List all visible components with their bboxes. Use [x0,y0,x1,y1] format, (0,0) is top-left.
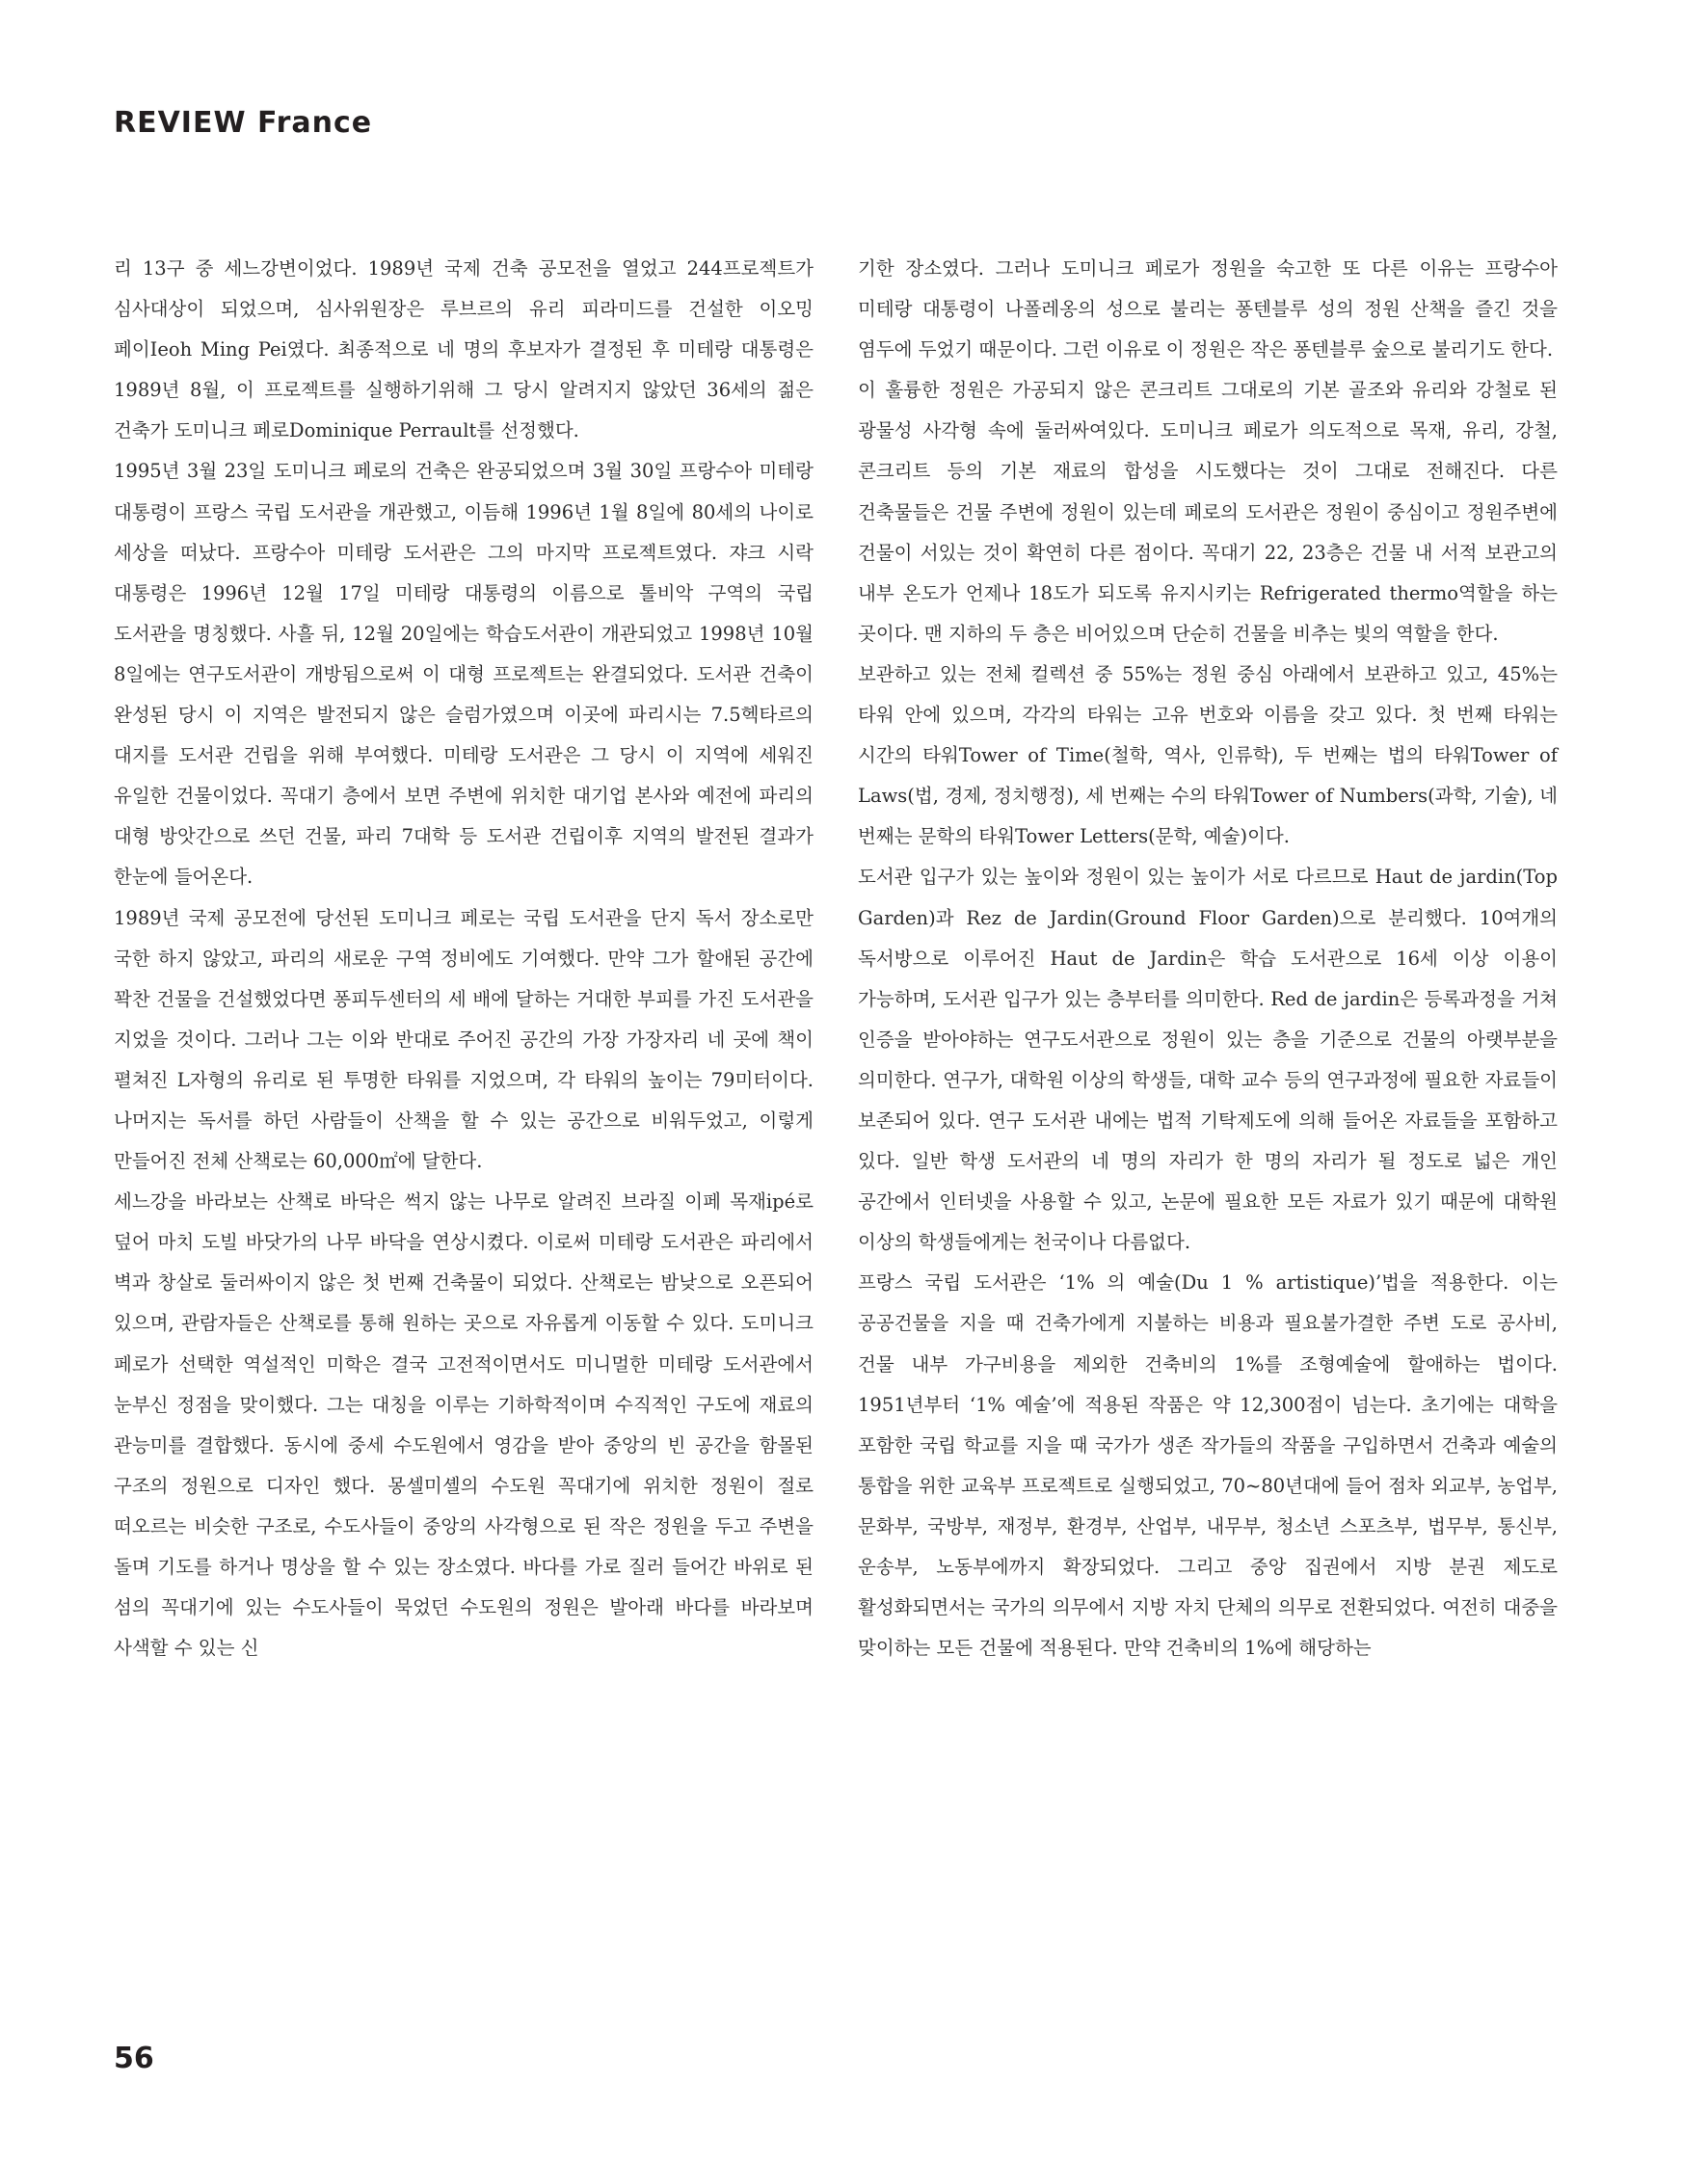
page-number: 56 [114,2042,154,2075]
paragraph: 1989년 국제 공모전에 당선된 도미니크 페로는 국립 도서관을 단지 독서 장소로만 국한 하지 않았고, 파리의 새로운 구역 정비에도 기여했다. 만약 그가 할애된 공간에 꽉찬 건물을 건설했었다면 퐁피두센터의 세 배에 달하는 거대한 부피를 가진 도서관을 지었을 것이다. 그러나 그는 이와 반대로 주어진 공간의 가장 가장자리 네 곳에 책이 펼쳐진 L자형의 유리로 된 투명한 타워를 지었으며, 각 타워의 높이는 79미터이다. 나머지는 독서를 하던 사람들이 산책을 할 수 있는 공간으로 비워두었고, 이렇게 만들어진 전체 산책로는 60,000㎡에 달한다. [114,906,814,1173]
paragraph: 프랑스 국립 도서관은 ‘1% 의 예술(Du 1 % artistique)’법을 적용한다. 이는 공공건물을 지을 때 건축가에게 지불하는 비용과 필요불가결한 주변 도로 공사비, 건물 내부 가구비용을 제외한 건축비의 1%를 조형예술에 할애하는 법이다. 1951년부터 ‘1% 예술’에 적용된 작품은 약 12,300점이 넘는다. 초기에는 대학을 포함한 국립 학교를 지을 때 국가가 생존 작가들의 작품을 구입하면서 건축과 예술의 통합을 위한 교육부 프로젝트로 실행되었고, 70~80년대에 들어 점차 외교부, 농업부, 문화부, 국방부, 재정부, 환경부, 산업부, 내무부, 청소년 스포츠부, 법무부, 통신부, 운송부, 노동부에까지 확장되었다. 그리고 중앙 집권에서 지방 분권 제도로 활성화되면서는 국가의 의무에서 지방 자치 단체의 의무로 전환되었다. 여전히 대중을 맞이하는 모든 건물에 적용된다. 만약 건축비의 1%에 해당하는 [858,1271,1558,1660]
paragraph: 도서관 입구가 있는 높이와 정원이 있는 높이가 서로 다르므로 Haut de jardin(Top Garden)과 Rez de Jardin(Ground Floor Garden)으로 분리했다. 10여개의 독서방으로 이루어진 Haut de Jardin은 학습 도서관으로 16세 이상 이용이 가능하며, 도서관 입구가 있는 층부터를 의미한다. Red de jardin은 등록과정을 거쳐 인증을 받아야하는 연구도서관으로 정원이 있는 층을 기준으로 건물의 아랫부분을 의미한다. 연구가, 대학원 이상의 학생들, 대학 교수 등의 연구과정에 필요한 자료들이 보존되어 있다. 연구 도서관 내에는 법적 기탁제도에 의해 들어온 자료들을 포함하고 있다. 일반 학생 도서관의 네 명의 자리가 한 명의 자리가 될 정도로 넓은 개인 공간에서 인터넷을 사용할 수 있고, 논문에 필요한 모든 자료가 있기 때문에 대학원 이상의 학생들에게는 천국이나 다름없다. [858,866,1558,1254]
section-title: REVIEW France [114,106,373,140]
paragraph: 이 훌륭한 정원은 가공되지 않은 콘크리트 그대로의 기본 골조와 유리와 강철로 된 광물성 사각형 속에 둘러싸여있다. 도미니크 페로가 의도적으로 목재, 유리, 강철, 콘크리트 등의 기본 재료의 합성을 시도했다는 것이 그대로 전해진다. 다른 건축물들은 건물 주변에 정원이 있는데 페로의 도서관은 정원이 중심이고 정원주변에 건물이 서있는 것이 확연히 다른 점이다. 꼭대기 22, 23층은 건물 내 서적 보관고의 내부 온도가 언제나 18도가 되도록 유지시키는 Refrigerated thermo역할을 하는 곳이다. 맨 지하의 두 층은 비어있으며 단순히 건물을 비추는 빛의 역할을 한다. [858,379,1558,645]
paragraph: 세느강을 바라보는 산책로 바닥은 썩지 않는 나무로 알려진 브라질 이페 목재ipé로 덮어 마치 도빌 바닷가의 나무 바닥을 연상시켰다. 이로써 미테랑 도서관은 파리에서 벽과 창살로 둘러싸이지 않은 첫 번째 건축물이 되었다. 산책로는 밤낮으로 오픈되어 있으며, 관람자들은 산책로를 통해 원하는 곳으로 자유롭게 이동할 수 있다. 도미니크 페로가 선택한 역설적인 미학은 결국 고전적이면서도 미니멀한 미테랑 도서관에서 눈부신 정점을 맞이했다. 그는 대칭을 이루는 기하학적이며 수직적인 구도에 재료의 관능미를 결합했다. 동시에 중세 수도원에서 영감을 받아 중앙의 빈 공간을 함몰된 구조의 정원으로 디자인 했다. 몽셀미셸의 수도원 꼭대기에 위치한 정원이 절로 떠오르는 비슷한 구조로, 수도사들이 중앙의 사각형으로 된 작은 정원을 두고 주변을 돌며 기도를 하거나 명상을 할 수 있는 장소였다. 바다를 가로 질러 들어간 바위로 된 섬의 꼭대기에 있는 수도사들이 묵었던 수도원의 정원은 발아래 바다를 바라보며 사색할 수 있는 신 [114,1190,814,1660]
paragraph: 기한 장소였다. 그러나 도미니크 페로가 정원을 숙고한 또 다른 이유는 프랑수아 미테랑 대통령이 나폴레옹의 성으로 불리는 퐁텐블루 성의 정원 산책을 즐긴 것을 염두에 두었기 때문이다. 그런 이유로 이 정원은 작은 퐁텐블루 숲으로 불리기도 한다. [858,257,1558,361]
paragraph: 리 13구 중 세느강변이었다. 1989년 국제 건축 공모전을 열었고 244프로젝트가 심사대상이 되었으며, 심사위원장은 루브르의 유리 피라미드를 건설한 이오밍 페이Ieoh Ming Pei였다. 최종적으로 네 명의 후보자가 결정된 후 미테랑 대통령은 1989년 8월, 이 프로젝트를 실행하기위해 그 당시 알려지지 않았던 36세의 젊은 건축가 도미니크 페로Dominique Perrault를 선정했다. [114,257,814,442]
article-column-right [858,249,1558,1669]
paragraph: 보관하고 있는 전체 컬렉션 중 55%는 정원 중심 아래에서 보관하고 있고, 45%는 타워 안에 있으며, 각각의 타워는 고유 번호와 이름을 갖고 있다. 첫 번째 타워는 시간의 타워Tower of Time(철학, 역사, 인류학), 두 번째는 법의 타워Tower of Laws(법, 경제, 정치행정), 세 번째는 수의 타워Tower of Numbers(과학, 기술), 네 번째는 문학의 타워Tower Letters(문학, 예술)이다. [858,662,1558,848]
article-column-left [114,249,814,1669]
paragraph: 1995년 3월 23일 도미니크 페로의 건축은 완공되었으며 3월 30일 프랑수아 미테랑 대통령이 프랑스 국립 도서관을 개관했고, 이듬해 1996년 1월 8일에 80세의 나이로 세상을 떠났다. 프랑수아 미테랑 도서관은 그의 마지막 프로젝트였다. 쟈크 시락 대통령은 1996년 12월 17일 미테랑 대통령의 이름으로 톨비악 구역의 국립 도서관을 명칭했다. 사흘 뒤, 12월 20일에는 학습도서관이 개관되었고 1998년 10월 8일에는 연구도서관이 개방됨으로써 이 대형 프로젝트는 완결되었다. 도서관 건축이 완성된 당시 이 지역은 발전되지 않은 슬럼가였으며 이곳에 파리시는 7.5헥타르의 대지를 도서관 건립을 위해 부여했다. 미테랑 도서관은 그 당시 이 지역에 세워진 유일한 건물이었다. 꼭대기 층에서 보면 주변에 위치한 대기업 본사와 예전에 파리의 대형 방앗간으로 쓰던 건물, 파리 7대학 등 도서관 건립이후 지역의 발전된 결과가 한눈에 들어온다. [114,460,814,889]
